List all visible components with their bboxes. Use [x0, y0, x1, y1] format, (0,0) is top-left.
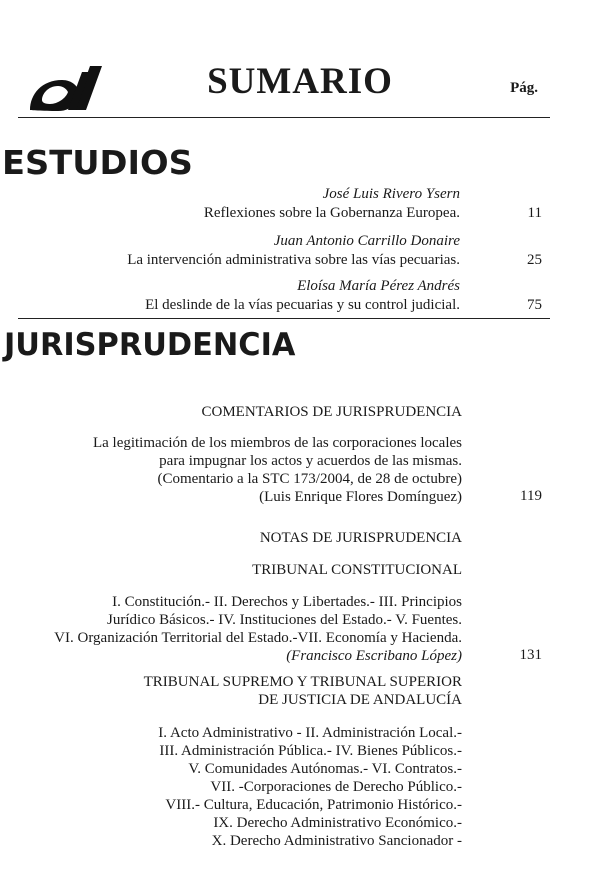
ts-line: VIII.- Cultura, Educación, Patrimonio Histórico.- [165, 797, 462, 813]
article-page: 11 [527, 205, 542, 221]
comentarios-heading: COMENTARIOS DE JURISPRUDENCIA [201, 404, 462, 420]
page-title: SUMARIO [207, 61, 393, 102]
comentario-page: 119 [520, 488, 542, 504]
article-title: La intervención administrativa sobre las vías pecuarias. [127, 252, 460, 268]
ts-line: VII. -Corporaciones de Derecho Público.- [210, 779, 462, 795]
tc-author: (Francisco Escribano López) [286, 648, 462, 664]
section-divider [18, 318, 550, 319]
ts-line: III. Administración Pública.- IV. Bienes Públicos.- [159, 743, 462, 759]
tc-line: Jurídico Básicos.- IV. Instituciones del Estado.- V. Fuentes. [107, 612, 462, 628]
ts-line: X. Derecho Administrativo Sancionador - [211, 833, 462, 849]
notas-heading: NOTAS DE JURISPRUDENCIA [259, 530, 462, 546]
comentario-author: (Luis Enrique Flores Domínguez) [259, 489, 462, 505]
ts-line: IX. Derecho Administrativo Económico.- [213, 815, 462, 831]
comentario-line: para impugnar los actos y acuerdos de las mismas. [159, 453, 462, 469]
tc-page: 131 [519, 647, 542, 663]
ts-line: V. Comunidades Autónomas.- VI. Contratos.- [188, 761, 462, 777]
tc-line: VI. Organización Territorial del Estado.-VII. Economía y Hacienda. [54, 630, 462, 646]
ts-line: I. Acto Administrativo - II. Administración Local.- [158, 725, 462, 741]
article-page: 75 [527, 297, 542, 313]
comentario-line: La legitimación de los miembros de las corporaciones locales [92, 435, 462, 451]
estudios-heading: ESTUDIOS [2, 143, 193, 182]
article-author: Eloísa María Pérez Andrés [297, 278, 460, 294]
article-title: Reflexiones sobre la Gobernanza Europea. [203, 205, 460, 221]
article-author: José Luis Rivero Ysern [322, 186, 460, 202]
tc-heading: TRIBUNAL CONSTITUCIONAL [252, 562, 462, 578]
tc-line: I. Constitución.- II. Derechos y Libertades.- III. Principios [112, 594, 462, 610]
article-title: El deslinde de la vías pecuarias y su control judicial. [145, 297, 460, 313]
comentario-line: (Comentario a la STC 173/2004, de 28 de octubre) [157, 471, 462, 487]
ts-heading: DE JUSTICIA DE ANDALUCÍA [258, 692, 462, 708]
ts-heading: TRIBUNAL SUPREMO Y TRIBUNAL SUPERIOR [143, 674, 462, 690]
header-divider [18, 117, 550, 118]
page-column-label: Pág. [510, 80, 538, 96]
jurisprudencia-heading: JURISPRUDENCIA [4, 327, 296, 363]
article-page: 25 [527, 252, 542, 268]
article-author: Juan Antonio Carrillo Donaire [273, 233, 460, 249]
